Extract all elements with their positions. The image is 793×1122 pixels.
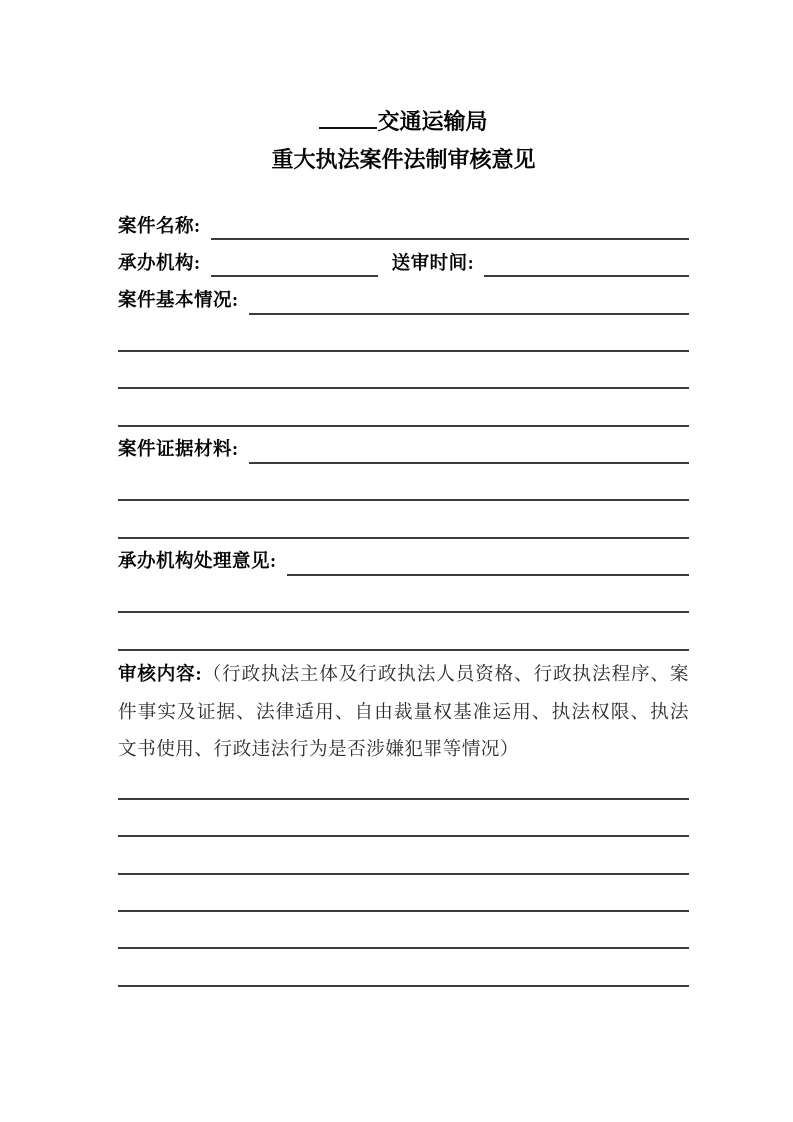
case-basic-info-row <box>118 277 689 314</box>
review-content-block <box>118 651 689 763</box>
document-content <box>118 0 689 1122</box>
blank-line-row <box>118 352 689 389</box>
blank-line-row <box>118 875 689 912</box>
blank-line-row <box>118 613 689 650</box>
submission-time-label: 送审时间: <box>391 253 475 274</box>
case-basic-info-fill-line <box>249 277 689 314</box>
review-content-paragraph <box>118 656 689 769</box>
blank-fill-line <box>118 315 689 352</box>
blank-fill-line <box>118 837 689 874</box>
blank-fill-line <box>118 464 689 501</box>
blank-fill-line <box>118 800 689 837</box>
form-rows <box>118 203 689 987</box>
blank-line-row <box>118 837 689 874</box>
title-block <box>118 103 689 179</box>
case-name-fill-line <box>211 203 689 240</box>
blank-line-row <box>118 464 689 501</box>
blank-fill-line <box>118 352 689 389</box>
agency-opinion-fill-line <box>287 539 689 576</box>
blank-fill-line <box>118 389 689 426</box>
handling-agency-label: 承办机构: <box>118 253 201 274</box>
handling-agency-fill-line <box>211 240 378 277</box>
review-content-label: 审核内容: <box>118 664 203 685</box>
blank-line-row <box>118 912 689 949</box>
blank-fill-line <box>118 613 689 650</box>
case-evidence-label: 案件证据材料: <box>118 440 239 461</box>
agency-opinion-label: 承办机构处理意见: <box>118 552 277 573</box>
case-evidence-row <box>118 427 689 464</box>
document-title: 重大执法案件法制审核意见 <box>271 147 536 172</box>
case-evidence-fill-line <box>249 427 689 464</box>
blank-line-row <box>118 576 689 613</box>
blank-line-row <box>118 389 689 426</box>
review-content-note: （行政执法主体及行政执法人员资格、行政执法程序、案件事实及证据、法律适用、自由裁量权基准运用、执法权限、执法文书使用、行政违法行为是否涉嫌犯罪等情况） <box>118 663 689 761</box>
title-org-line <box>118 103 689 141</box>
agency-and-time-row <box>118 240 689 277</box>
agency-opinion-row <box>118 539 689 576</box>
blank-line-row <box>118 949 689 986</box>
case-name-row <box>118 203 689 240</box>
blank-line-row <box>118 315 689 352</box>
blank-fill-line <box>118 949 689 986</box>
blank-line-row <box>118 501 689 538</box>
blank-fill-line <box>118 501 689 538</box>
submission-time-fill-line <box>484 240 689 277</box>
blank-line-row <box>118 800 689 837</box>
org-name-suffix: 交通运输局 <box>377 109 488 134</box>
blank-fill-line <box>118 912 689 949</box>
case-name-label: 案件名称: <box>118 216 201 237</box>
blank-fill-line <box>118 875 689 912</box>
blank-fill-line <box>118 576 689 613</box>
case-basic-info-label: 案件基本情况: <box>118 291 239 312</box>
org-name-blank-line <box>319 127 377 129</box>
